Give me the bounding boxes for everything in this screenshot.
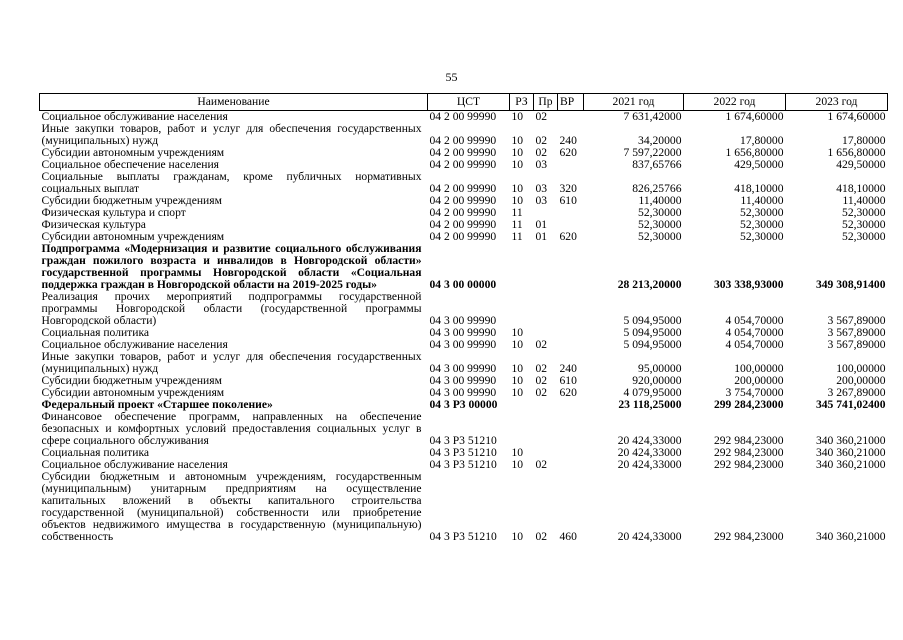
cell-pr: 03: [535, 182, 548, 195]
cell-pr: [534, 243, 558, 291]
header-name: Наименование: [40, 94, 428, 111]
cell-rz: 10: [511, 459, 524, 471]
cell-2021: 52,30000: [638, 207, 682, 219]
cell-2022: 418,10000: [734, 182, 784, 195]
cell-2022: 4 054,70000: [725, 339, 784, 351]
cell-vr: [558, 159, 584, 171]
cell-vr: 240: [559, 134, 577, 147]
cell-name: Физическая культура и спорт: [41, 207, 186, 219]
cell-2021: 11,40000: [638, 195, 682, 207]
cell-2021: 7 597,22000: [623, 147, 682, 159]
table-row: [40, 447, 888, 459]
cell-vr: [558, 219, 584, 231]
cell-pr: 01: [535, 231, 548, 243]
table-row: [40, 339, 888, 351]
cell-name: Социальное обслуживание населения: [41, 339, 228, 351]
cell-2021: 20 424,33000: [617, 434, 682, 447]
cell-vr: [558, 339, 584, 351]
cell-vr: 610: [559, 195, 577, 207]
table-row: [40, 159, 888, 171]
table-row: [40, 123, 888, 147]
cell-name: Социальные выплаты гражданам, кроме публичных нормативных социальных выплат: [41, 171, 422, 195]
cell-vr: [558, 291, 584, 327]
cell-vr: [558, 111, 584, 124]
header-pr: Пр: [534, 94, 558, 111]
cell-pr: 02: [535, 530, 548, 543]
cell-2021: 52,30000: [638, 219, 682, 231]
cell-pr: [534, 399, 558, 411]
cell-2021: 20 424,33000: [617, 459, 682, 471]
cell-2021: 7 631,42000: [623, 110, 682, 123]
cell-cst: 04 3 P3 51210: [429, 447, 497, 459]
cell-2022: 1 674,60000: [725, 110, 784, 123]
cell-pr: 02: [535, 134, 548, 147]
cell-cst: 04 2 00 99990: [429, 110, 497, 123]
cell-vr: 620: [559, 147, 577, 159]
cell-name: Федеральный проект «Старшее поколение»: [41, 399, 273, 411]
cell-rz: 10: [511, 134, 524, 147]
cell-pr: 02: [535, 459, 548, 471]
cell-vr: [558, 447, 584, 459]
cell-2023: 3 267,89000: [827, 387, 886, 399]
table-row: [40, 243, 888, 291]
cell-2022: 100,00000: [734, 362, 784, 375]
cell-2022: 200,00000: [734, 375, 784, 387]
table-row: [40, 471, 888, 543]
cell-name: Финансовое обеспечение программ, направленных на обеспечение безопасных и комфортных условий предоставления социальных услуг в сфере социального обслуживания: [41, 411, 422, 447]
header-rz: РЗ: [510, 94, 534, 111]
cell-rz: 10: [511, 339, 524, 351]
cell-pr: 02: [535, 362, 548, 375]
cell-rz: 10: [511, 387, 524, 399]
cell-vr: 320: [559, 182, 577, 195]
cell-vr: [558, 207, 584, 219]
cell-2022: 292 984,23000: [713, 447, 784, 459]
cell-name: Субсидии бюджетным и автономным учреждениям, государственным (муниципальным) унитарным предприятиям на осуществление капитальных вложений в объекты капитального строительства государственной (муниципальной) собственности или приобретение объектов недвижимого имущества в государственную (муниципальную) собственность: [41, 471, 422, 543]
cell-cst: 04 3 00 99990: [429, 314, 497, 327]
cell-name: Субсидии бюджетным учреждениям: [41, 375, 222, 387]
cell-2022: 11,40000: [740, 195, 784, 207]
cell-cst: 04 3 00 99990: [429, 362, 497, 375]
cell-2023: 200,00000: [836, 375, 886, 387]
cell-cst: 04 3 00 99990: [429, 327, 497, 339]
header-2022: 2022 год: [684, 94, 786, 111]
cell-vr: 240: [559, 362, 577, 375]
table-row: [40, 171, 888, 195]
cell-vr: 460: [559, 530, 577, 543]
cell-2023: 52,30000: [842, 219, 886, 231]
table-row: [40, 207, 888, 219]
cell-2023: 1 674,60000: [827, 110, 886, 123]
cell-2023: 3 567,89000: [827, 327, 886, 339]
cell-name: Субсидии автономным учреждениям: [41, 147, 225, 159]
cell-name: Подпрограмма «Модернизация и развитие социального обслуживания граждан пожилого возраста и инвалидов в Новгородской области» государственной программы Новгородской области «Социальная поддержка граждан в Новгородской области на 2019-2025 годы»: [41, 243, 422, 291]
cell-2021: 23 118,25000: [618, 399, 682, 411]
cell-2021: 20 424,33000: [617, 530, 682, 543]
cell-pr: [534, 207, 558, 219]
cell-vr: 620: [559, 387, 577, 399]
cell-2021: 5 094,95000: [623, 339, 682, 351]
cell-2022: 52,30000: [740, 231, 784, 243]
cell-2023: 345 741,02400: [815, 399, 886, 411]
cell-2022: 292 984,23000: [713, 459, 784, 471]
cell-rz: 10: [511, 362, 524, 375]
cell-rz: 11: [511, 219, 523, 231]
cell-2023: 3 567,89000: [827, 314, 886, 327]
cell-2023: 340 360,21000: [815, 530, 886, 543]
cell-2022: 292 984,23000: [713, 434, 784, 447]
table-row: [40, 327, 888, 339]
cell-rz: 10: [511, 110, 524, 123]
cell-name: Социальная политика: [41, 447, 150, 459]
table-row: [40, 195, 888, 207]
cell-name: Субсидии автономным учреждениям: [41, 231, 225, 243]
cell-name: Социальное обслуживание населения: [41, 110, 228, 123]
table-body: [40, 111, 888, 544]
cell-pr: 03: [535, 195, 548, 207]
cell-rz: [510, 399, 534, 411]
cell-rz: 11: [511, 207, 523, 219]
table-row: [40, 387, 888, 399]
cell-rz: [510, 411, 534, 447]
cell-cst: 04 3 P3 51210: [429, 530, 497, 543]
cell-2023: 11,40000: [842, 195, 886, 207]
cell-2021: 52,30000: [638, 231, 682, 243]
cell-2023: 340 360,21000: [815, 459, 886, 471]
cell-cst: 04 2 00 99990: [429, 195, 497, 207]
page-number: 55: [445, 70, 458, 84]
cell-rz: 10: [511, 375, 524, 387]
cell-cst: 04 3 00 99990: [429, 387, 497, 399]
cell-pr: [534, 327, 558, 339]
cell-name: Социальное обслуживание населения: [41, 459, 228, 471]
cell-2023: 1 656,80000: [827, 147, 886, 159]
cell-2023: 418,10000: [836, 182, 886, 195]
cell-cst: 04 2 00 99990: [429, 207, 497, 219]
cell-2021: 5 094,95000: [623, 327, 682, 339]
cell-pr: 03: [535, 159, 548, 171]
cell-pr: 02: [535, 339, 548, 351]
cell-rz: 10: [511, 530, 524, 543]
cell-rz: [510, 291, 534, 327]
cell-vr: 610: [559, 375, 577, 387]
cell-rz: [510, 243, 534, 291]
table-row: [40, 351, 888, 375]
cell-rz: 10: [511, 182, 524, 195]
table-row: [40, 399, 888, 411]
cell-2022: 52,30000: [740, 207, 784, 219]
cell-name: Физическая культура: [41, 219, 146, 231]
cell-2022: 1 656,80000: [725, 147, 784, 159]
cell-pr: [534, 447, 558, 459]
cell-2023: 3 567,89000: [827, 339, 886, 351]
cell-2021: 95,00000: [638, 362, 682, 375]
table-row: [40, 231, 888, 243]
table-row: [40, 375, 888, 387]
cell-2021: 826,25766: [632, 182, 682, 195]
cell-2022: 3 754,70000: [725, 387, 784, 399]
cell-2023: 100,00000: [836, 362, 886, 375]
cell-cst: 04 3 P3 51210: [429, 459, 497, 471]
header-cst: ЦСТ: [428, 94, 510, 111]
cell-cst: 04 2 00 99990: [429, 219, 497, 231]
cell-rz: 10: [511, 447, 524, 459]
cell-vr: [558, 399, 584, 411]
cell-cst: 04 3 00 99990: [429, 375, 497, 387]
cell-cst: 04 2 00 99990: [429, 231, 497, 243]
cell-cst: 04 3 P3 00000: [429, 399, 498, 411]
cell-2023: 429,50000: [836, 159, 886, 171]
cell-2023: 52,30000: [842, 207, 886, 219]
cell-cst: 04 2 00 99990: [429, 134, 497, 147]
cell-2023: 349 308,91400: [815, 278, 886, 291]
table-header-row: [40, 94, 888, 111]
header-vr: ВР: [558, 94, 584, 111]
cell-pr: [534, 411, 558, 447]
cell-2023: 340 360,21000: [815, 434, 886, 447]
cell-pr: 01: [535, 219, 548, 231]
cell-name: Иные закупки товаров, работ и услуг для обеспечения государственных (муниципальных) нужд: [41, 123, 422, 147]
cell-2022: 303 338,93000: [713, 278, 784, 291]
cell-pr: 02: [535, 375, 548, 387]
cell-rz: 10: [511, 327, 524, 339]
cell-cst: 04 3 00 00000: [429, 278, 497, 291]
table-row: [40, 219, 888, 231]
cell-2022: 4 054,70000: [725, 314, 784, 327]
cell-2022: 52,30000: [740, 219, 784, 231]
cell-vr: [558, 411, 584, 447]
cell-2022: 429,50000: [734, 159, 784, 171]
cell-2021: 28 213,20000: [617, 278, 682, 291]
cell-name: Социальная политика: [41, 327, 150, 339]
header-2023: 2023 год: [786, 94, 888, 111]
table-row: [40, 291, 888, 327]
cell-name: Субсидии автономным учреждениям: [41, 387, 225, 399]
cell-cst: 04 2 00 99990: [429, 182, 497, 195]
cell-cst: 04 3 P3 51210: [429, 434, 497, 447]
cell-cst: 04 2 00 99990: [429, 147, 497, 159]
cell-vr: [558, 243, 584, 291]
cell-2021: 34,20000: [638, 134, 682, 147]
cell-pr: 02: [535, 110, 548, 123]
cell-2022: 299 284,23000: [713, 399, 784, 411]
cell-rz: 10: [511, 147, 524, 159]
cell-name: Иные закупки товаров, работ и услуг для обеспечения государственных (муниципальных) нужд: [41, 351, 422, 375]
cell-name: Реализация прочих мероприятий подпрограммы государственной программы Новгородской области (государственной программы Новгородской области): [41, 291, 422, 327]
cell-vr: [558, 459, 584, 471]
table-row: [40, 459, 888, 471]
cell-cst: 04 2 00 99990: [429, 159, 497, 171]
budget-table: [39, 93, 888, 543]
cell-2021: 4 079,95000: [623, 387, 682, 399]
cell-name: Субсидии бюджетным учреждениям: [41, 195, 222, 207]
cell-2021: 5 094,95000: [623, 314, 682, 327]
cell-2021: 837,65766: [632, 159, 682, 171]
cell-vr: 620: [559, 231, 577, 243]
cell-2022: 17,80000: [740, 134, 784, 147]
cell-2023: 340 360,21000: [815, 447, 886, 459]
cell-pr: 02: [535, 387, 548, 399]
cell-rz: 11: [511, 231, 523, 243]
cell-cst: 04 3 00 99990: [429, 339, 497, 351]
table-row: [40, 411, 888, 447]
cell-rz: 10: [511, 195, 524, 207]
cell-2022: 4 054,70000: [725, 327, 784, 339]
cell-2021: 920,00000: [632, 375, 682, 387]
cell-2023: 17,80000: [842, 134, 886, 147]
cell-vr: [558, 327, 584, 339]
cell-2022: 292 984,23000: [713, 530, 784, 543]
cell-2021: 20 424,33000: [617, 447, 682, 459]
cell-2023: 52,30000: [842, 231, 886, 243]
cell-name: Социальное обеспечение населения: [41, 159, 220, 171]
cell-rz: 10: [511, 159, 524, 171]
table-row: [40, 111, 888, 124]
cell-pr: 02: [535, 147, 548, 159]
header-2021: 2021 год: [584, 94, 684, 111]
cell-pr: [534, 291, 558, 327]
table-row: [40, 147, 888, 159]
